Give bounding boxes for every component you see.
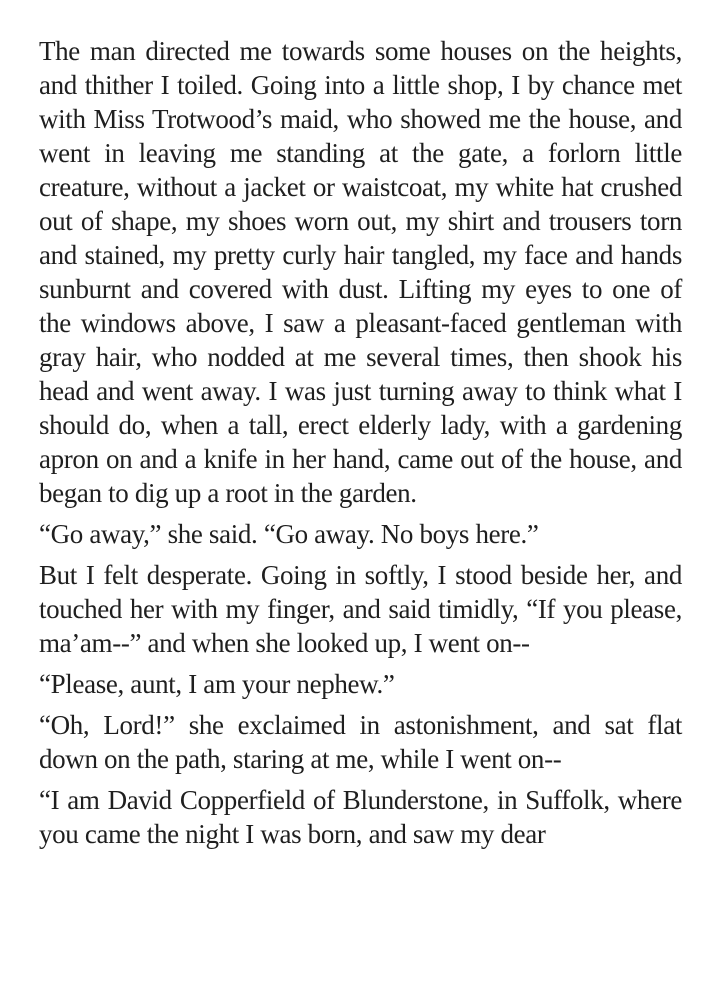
paragraph-3: But I felt desperate. Going in softly, I stood beside her, and touched her with my finger, and said timidly, “If you please, ma’am--” and when she looked up, I went on-- <box>39 560 682 658</box>
paragraph-5: “Oh, Lord!” she exclaimed in astonishment, and sat flat down on the path, staring at me, while I went on-- <box>39 710 682 774</box>
paragraph-1: The man directed me towards some houses on the heights, and thither I toiled. Going into a little shop, I by chance met with Miss Trotwood’s maid, who showed me the house, and went in leaving me standing at the gate, a forlorn little creature, without a jacket or waistcoat, my white hat crushed out of shape, my shoes worn out, my shirt and trousers torn and stained, my pretty curly hair tangled, my face and hands sunburnt and covered with dust. Lifting my eyes to one of the windows above, I saw a pleasant-faced gentleman with gray hair, who nodded at me several times, then shook his head and went away. I was just turning away to think what I should do, when a tall, erect elderly lady, with a gardening apron on and a knife in her hand, came out of the house, and began to dig up a root in the garden. <box>39 36 682 508</box>
paragraph-6: “I am David Copperfield of Blunderstone, in Suffolk, where you came the night I was born, and saw my dear <box>39 785 682 849</box>
paragraph-2: “Go away,” she said. “Go away. No boys here.” <box>39 519 539 549</box>
paragraph-4: “Please, aunt, I am your nephew.” <box>39 669 395 699</box>
